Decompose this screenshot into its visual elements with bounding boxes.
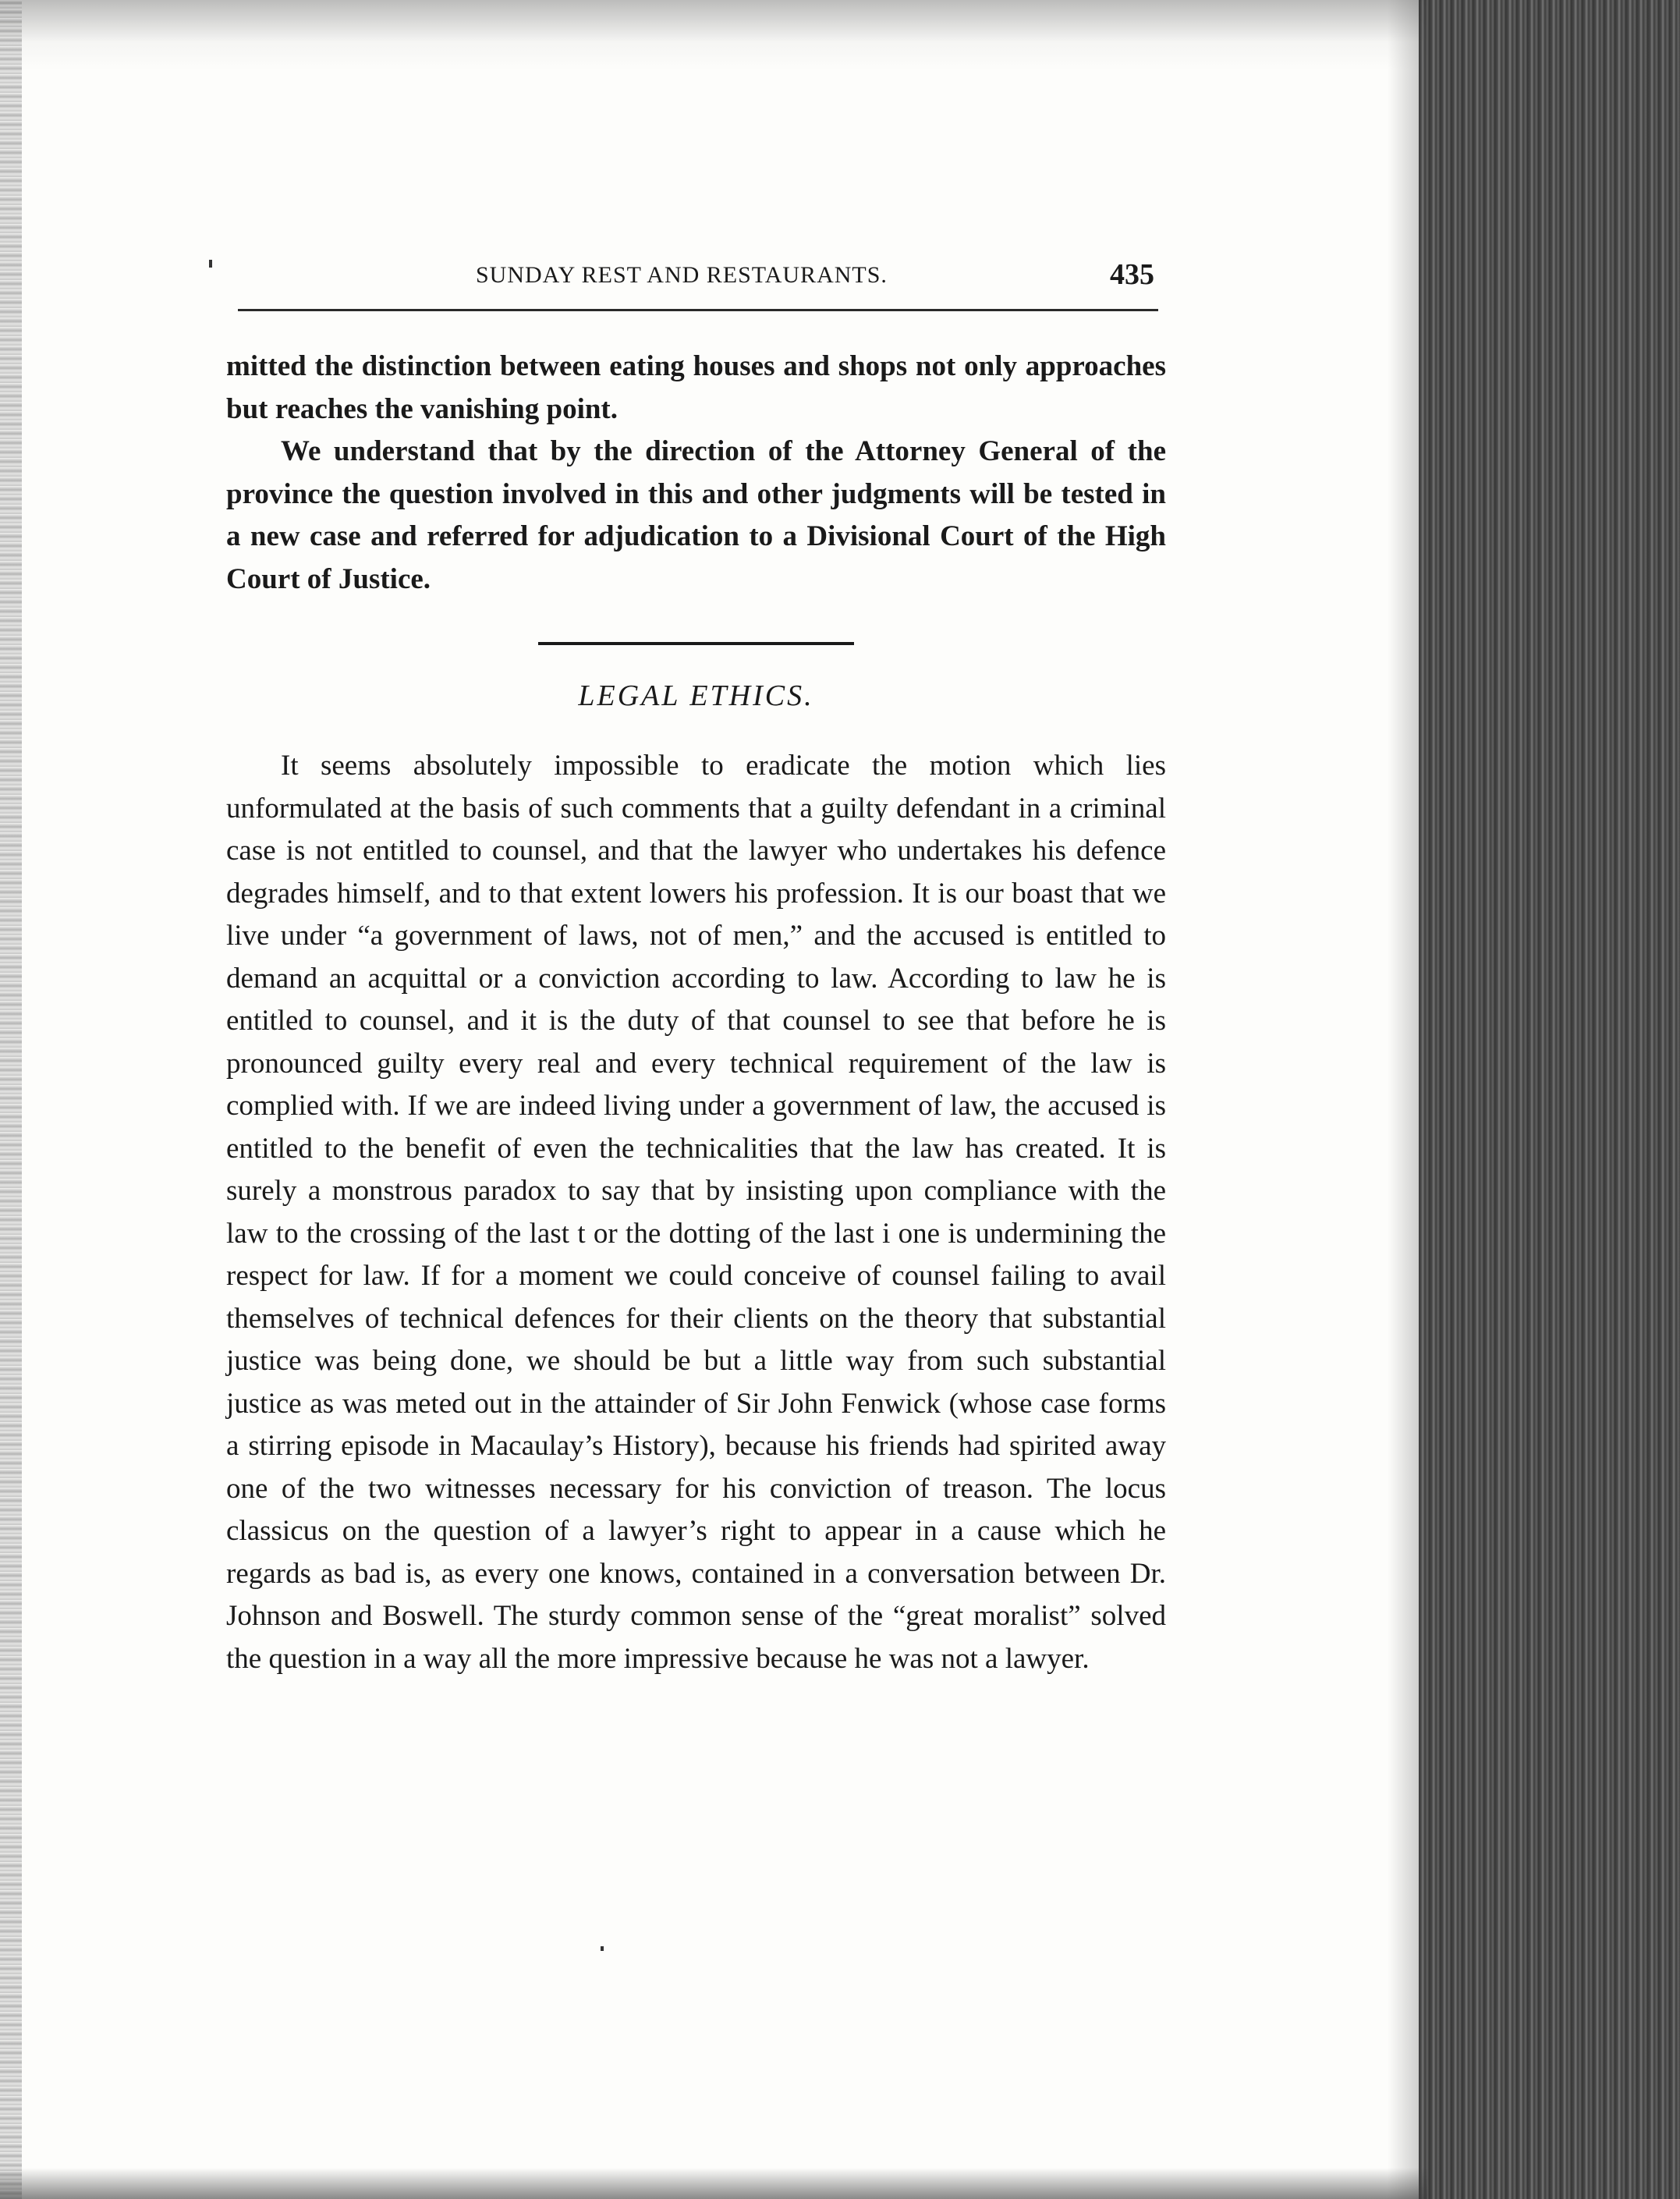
- scan-bottom-smudge: [0, 2168, 1427, 2199]
- paragraph-continuation: mitted the distinction between eating houses and shops not only approaches but reaches the vanishing point.: [226, 350, 1166, 425]
- stray-mark: [601, 1946, 604, 1951]
- running-head: [226, 257, 1154, 296]
- running-title: SUNDAY REST AND RESTAURANTS.: [476, 262, 888, 288]
- paragraph-attorney-general: We understand that by the direction of the Attorney General of the province the question involved in this and other judgments will be tested in a new case and referred for adjudication to a Divisional Court of the High Court of Justice.: [226, 435, 1166, 595]
- margin-mark: [209, 260, 212, 268]
- continuation-paragraph: [226, 346, 1166, 601]
- page-number: 435: [1110, 258, 1154, 291]
- binding-shadow: [1388, 0, 1419, 2199]
- header-rule: [238, 309, 1158, 311]
- section-divider: [538, 642, 854, 645]
- scan-top-smudge: [0, 0, 1427, 70]
- book-binding-edge: [1419, 0, 1680, 2199]
- page-left-edge: [0, 0, 22, 2199]
- legal-ethics-paragraph: It seems absolutely impossible to eradicate the motion which lies unformulated at the basis of such comments that a guilty defendant in a criminal case is not entitled to counsel, and that the lawyer who undertakes his defence degrades himself, and to that extent lowers his profession. It is our boast that we live under “a government of laws, not of men,” and the accused is entitled to demand an acquittal or a conviction according to law. According to law he is entitled to counsel, and it is the duty of that counsel to see that before he is pronounced guilty every real and every technical requirement of the law is complied with. If we are indeed living under a government of law, the accused is entitled to the benefit of even the technicalities that the law has created. It is surely a monstrous paradox to say that by insisting upon compliance with the law to the crossing of the last t or the dotting of the last i one is undermining the respect for law. If for a moment we could conceive of counsel failing to avail themselves of technical defences for their clients on the theory that substantial justice was being done, we should be but a little way from such substantial justice as was meted out in the attainder of Sir John Fenwick (whose case forms a stirring episode in Macaulay’s History), because his friends had spirited away one of the two witnesses necessary for his conviction of treason. The locus classicus on the question of a lawyer’s right to appear in a cause which he regards as bad is, as every one knows, contained in a conversation between Dr. Johnson and Boswell. The sturdy common sense of the “great moralist” solved the question in a way all the more impressive because he was not a lawyer.: [226, 750, 1166, 1675]
- section-heading: LEGAL ETHICS.: [578, 679, 814, 712]
